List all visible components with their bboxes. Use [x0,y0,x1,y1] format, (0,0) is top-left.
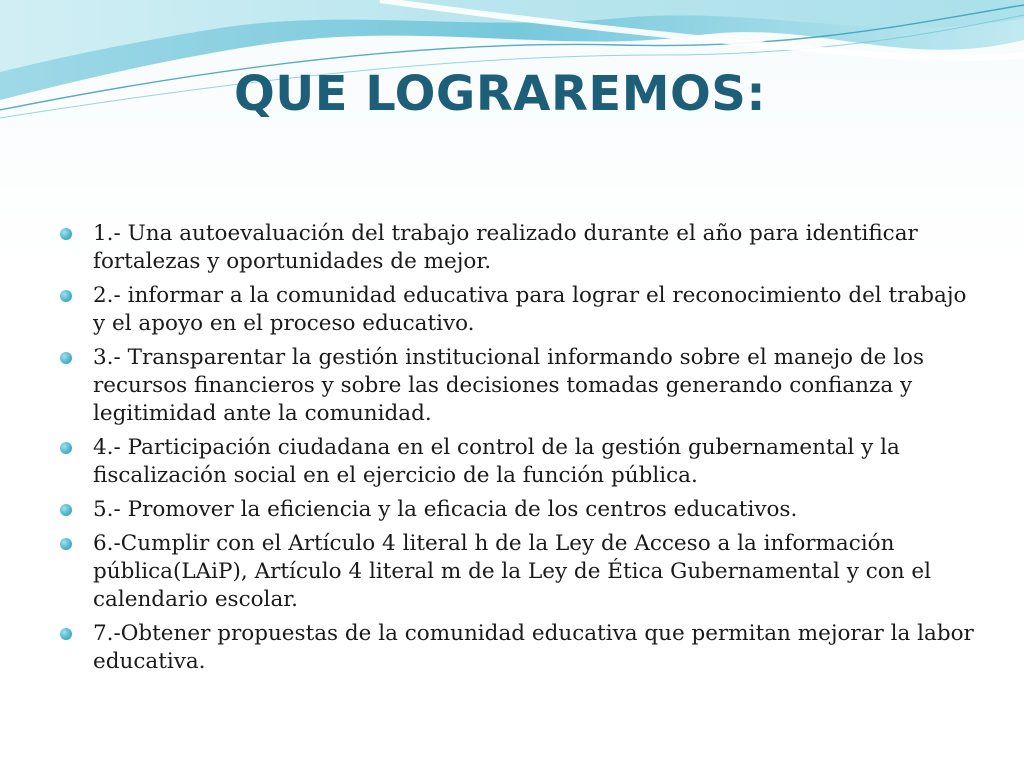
list-item-text: 5.- Promover la eficiencia y la eficacia de los centros educativos. [93,497,798,522]
bullet-icon [60,290,72,302]
list-item-text: 3.- Transparentar la gestión institucional informando sobre el manejo de los recursos financieros y sobre las decisiones tomadas generando confianza y legitimidad ante la comunidad. [93,345,925,426]
list-item [60,496,980,524]
list-item-text: 6.-Cumplir con el Artículo 4 literal h de la Ley de Acceso a la información pública(LAiP), Artículo 4 literal m de la Ley de Ética Gubernamental y con el calendario escolar. [93,531,931,612]
list-item-text: 2.- informar a la comunidad educativa para lograr el reconocimiento del trabajo y el apoyo en el proceso educativo. [93,283,967,336]
bullet-icon [60,538,72,550]
list-item [60,620,980,676]
list-item-text: 4.- Participación ciudadana en el control de la gestión gubernamental y la fiscalización social en el ejercicio de la función pública. [93,435,900,488]
list-item-text: 7.-Obtener propuestas de la comunidad educativa que permitan mejorar la labor educativa. [93,621,974,674]
slide-title: QUE LOGRAREMOS: [233,66,767,122]
list-item-text: 1.- Una autoevaluación del trabajo realizado durante el año para identificar fortalezas y oportunidades de mejor. [93,221,918,274]
list-item [60,282,980,338]
bullet-icon [60,504,72,516]
bullet-icon [60,352,72,364]
list-item [60,434,980,490]
list-item [60,344,980,428]
bullet-list [60,220,980,682]
bullet-icon [60,442,72,454]
bullet-icon [60,628,72,640]
bullet-icon [60,228,72,240]
list-item [60,220,980,276]
list-item [60,530,980,614]
